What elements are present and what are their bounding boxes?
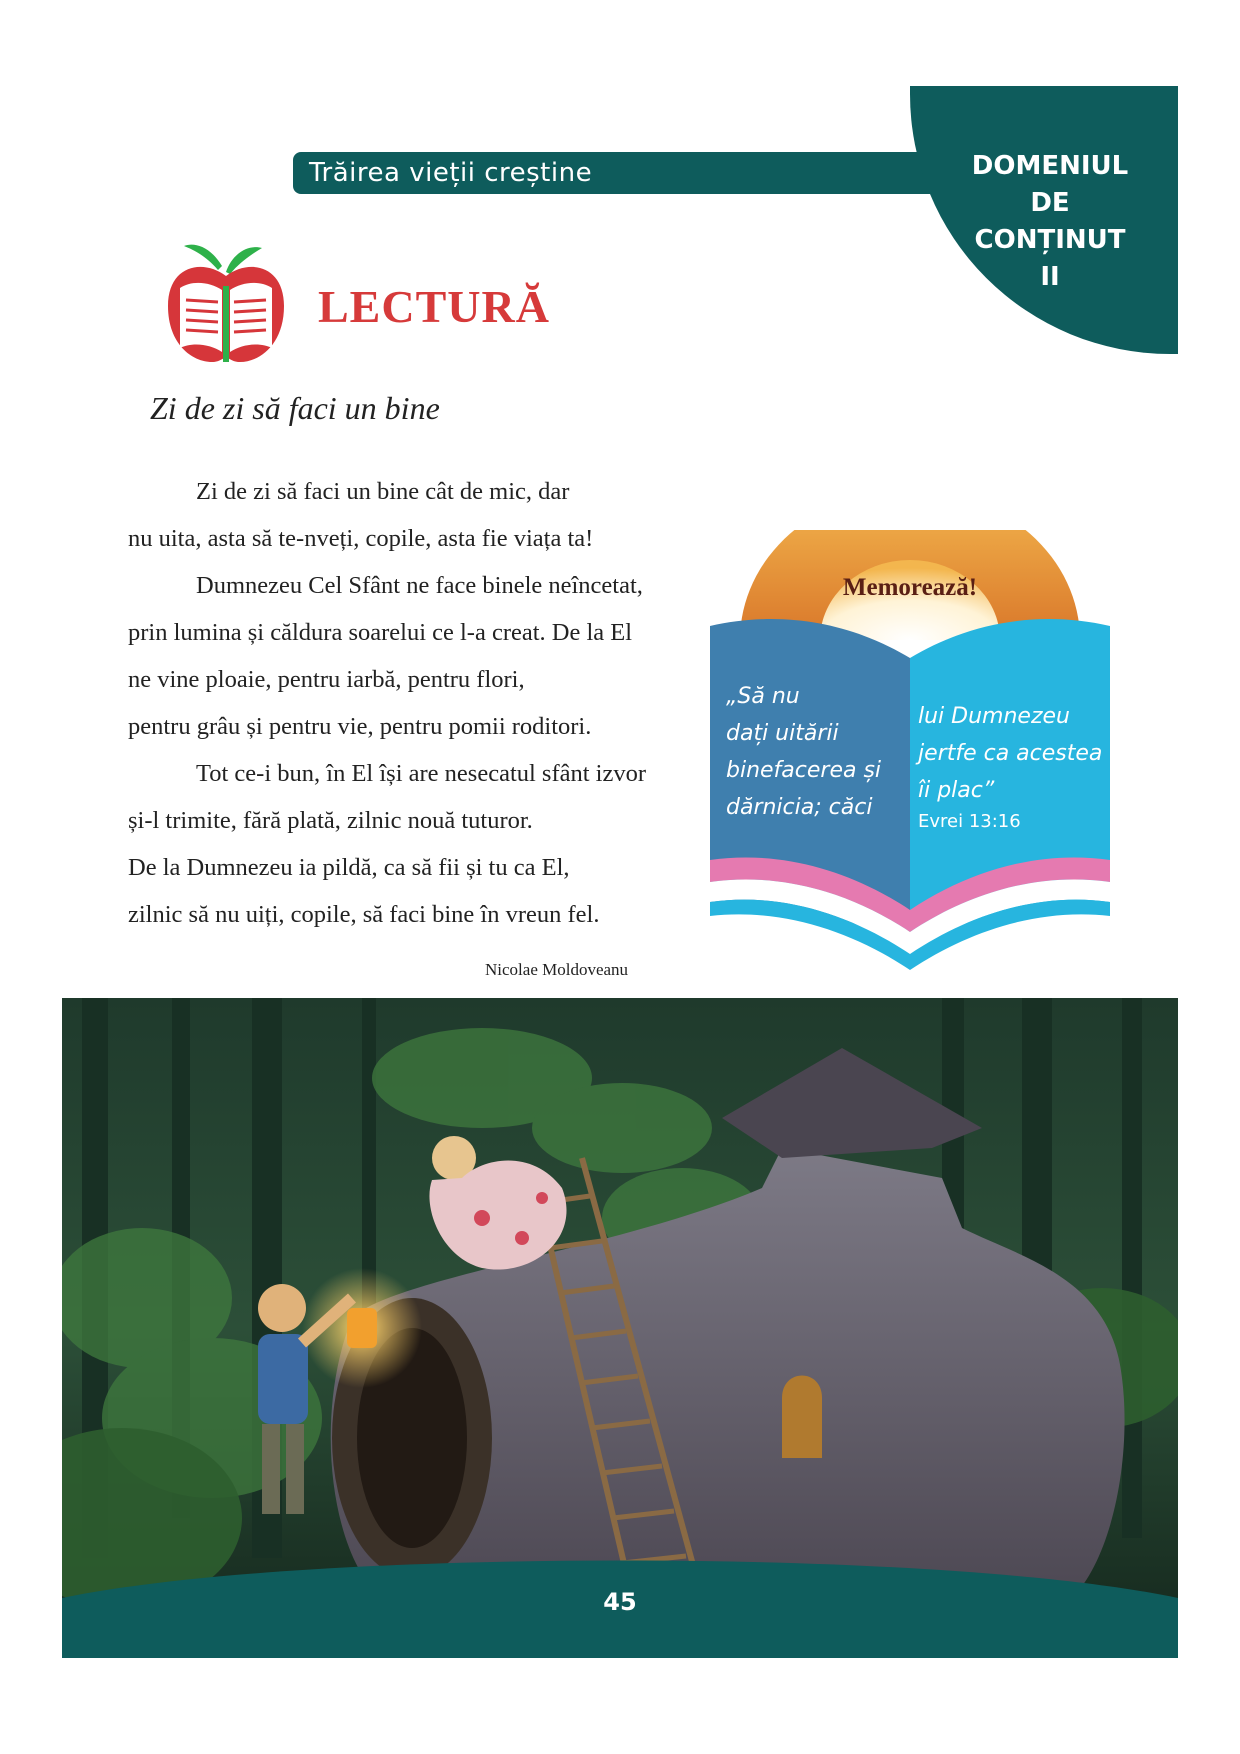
poem-line: Dumnezeu Cel Sfânt ne face binele neîncetat,	[196, 572, 643, 599]
poem-title: Zi de zi să faci un bine	[150, 390, 440, 426]
domain-badge	[910, 86, 1178, 354]
poem-line: prin lumina și căldura soarelui ce l-a creat. De la El	[128, 619, 633, 646]
forest-log-house-illustration	[62, 998, 1178, 1658]
poem-line: Tot ce-i bun, în El își are nesecatul sfânt izvor	[196, 760, 647, 787]
poem-body	[128, 468, 683, 938]
poem-author: Nicolae Moldoveanu	[485, 960, 629, 979]
domain-label: DOMENIUL DE CONȚINUT II	[971, 151, 1129, 292]
poem-line: zilnic să nu uiți, copile, să faci bine în vreun fel.	[128, 901, 600, 928]
lesson-heading: LECTURĂ	[318, 281, 550, 332]
poem-line: De la Dumnezeu ia pildă, ca să fii și tu ca El,	[128, 854, 570, 881]
section-title: Trăirea vieții creștine	[309, 158, 593, 188]
poem-line: pentru grâu și pentru vie, pentru pomii roditori.	[128, 713, 592, 740]
verse-reference: Evrei 13:16	[918, 811, 1021, 832]
poem-line: nu uita, asta să te-nveți, copile, asta fie viața ta!	[128, 525, 594, 552]
memorize-box	[700, 530, 1110, 970]
verse-left-page: „Să nu dați uitării binefacerea și dărnicia; căci	[726, 684, 882, 820]
apple-book-icon	[162, 236, 290, 370]
poem-line: și-l trimite, fără plată, zilnic nouă tuturor.	[128, 807, 533, 834]
poem-line: Zi de zi să faci un bine cât de mic, dar	[196, 478, 570, 505]
page-number: 45	[603, 1588, 637, 1616]
memorize-title: Memorează!	[842, 574, 978, 601]
section-header-bar	[293, 152, 983, 194]
poem-line: ne vine ploaie, pentru iarbă, pentru flori,	[128, 666, 525, 693]
verse-right-page: lui Dumnezeu jertfe ca acestea îi plac”	[918, 704, 1103, 803]
